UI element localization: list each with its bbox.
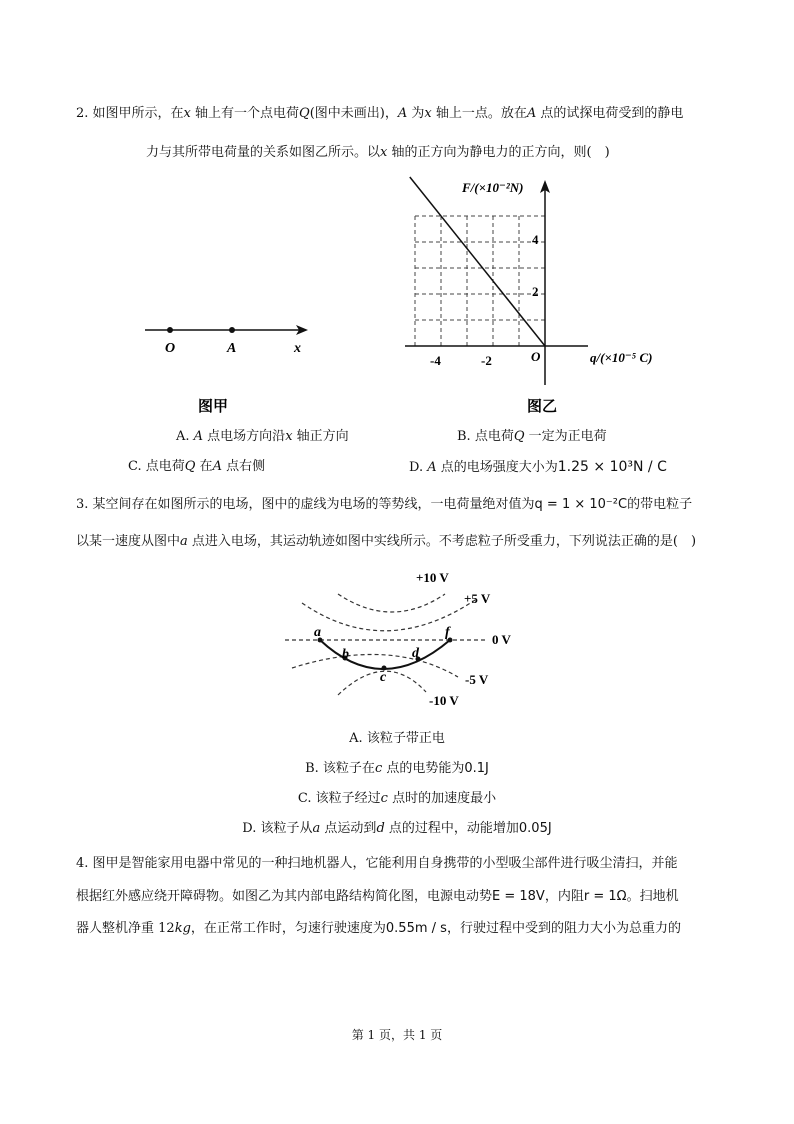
ytick-4: 4 xyxy=(532,232,539,247)
chart-ylabel: F/(×10⁻²N) xyxy=(462,180,524,195)
equipotential-minus5 xyxy=(292,654,458,677)
q2-option-b: B. 点电荷Q 一定为正电荷 xyxy=(457,429,607,444)
caption-yi: 图乙 xyxy=(527,399,558,415)
series-line xyxy=(410,177,545,346)
q3-option-b: B. 该粒子在c 点的电势能为0.1J xyxy=(305,761,489,776)
ytick-2: 2 xyxy=(532,284,539,299)
label-O: O xyxy=(165,341,176,356)
label-v-0: 0 V xyxy=(492,632,511,647)
equipotential-plus10 xyxy=(338,594,445,612)
label-pt-c: c xyxy=(380,670,387,685)
label-A: A xyxy=(227,341,237,356)
xtick-m4: -4 xyxy=(430,353,441,368)
q2-option-c: C. 点电荷Q 在A 点右侧 xyxy=(128,459,266,474)
chart-xlabel: q/(×10⁻⁵ C) xyxy=(590,350,653,365)
label-pt-b: b xyxy=(342,647,349,662)
q3-stem-line1: 3. 某空间存在如图所示的电场，图中的虚线为电场的等势线，一电荷量绝对值为q = 1 × 10⁻²C的带电粒子 xyxy=(76,497,693,512)
figure-yi-chart xyxy=(400,175,690,420)
q2-stem-line2: 力与其所带电荷量的关系如图乙所示。以x 轴的正方向为静电力的正方向，则( ) xyxy=(146,145,610,160)
q2-option-a: A. A 点电场方向沿x 轴正方向 xyxy=(176,429,349,444)
q4-stem-line3: 器人整机净重 12kg，在正常工作时，匀速行驶速度为0.55m / s，行驶过程中受到的阻力大小为总重力的 xyxy=(76,921,681,936)
chart-origin: O xyxy=(531,349,541,364)
figure-jia xyxy=(140,315,320,415)
chart-grid xyxy=(415,216,545,346)
label-x: x xyxy=(294,341,301,356)
point-O xyxy=(167,327,173,333)
q2-option-d: D. A 点的电场强度大小为1.25 × 10³N / C xyxy=(409,459,667,475)
label-v-plus5: +5 V xyxy=(464,591,491,606)
caption-jia: 图甲 xyxy=(198,399,229,415)
page-footer: 第 1 页，共 1 页 xyxy=(351,1028,443,1042)
field-figure xyxy=(280,565,530,710)
q4-stem-line1: 4. 图甲是智能家用电器中常见的一种扫地机器人，它能利用自身携带的小型吸尘部件进行吸尘清扫，并能 xyxy=(76,856,678,871)
label-v-minus5: -5 V xyxy=(465,672,489,687)
q3-option-a: A. 该粒子带正电 xyxy=(349,731,445,746)
q3-stem-line2: 以某一速度从图中a 点进入电场，其运动轨迹如图中实线所示。不考虑粒子所受重力，下列说法正确的是( ) xyxy=(76,534,697,549)
point-A xyxy=(229,327,235,333)
label-pt-f: f xyxy=(445,625,450,640)
q3-option-d: D. 该粒子从a 点运动到d 点的过程中，动能增加0.05J xyxy=(242,821,552,836)
label-v-minus10: -10 V xyxy=(429,693,459,708)
xtick-m2: -2 xyxy=(481,353,492,368)
q3-option-c: C. 该粒子经过c 点时的加速度最小 xyxy=(297,791,497,806)
label-pt-a: a xyxy=(314,625,321,640)
label-pt-d: d xyxy=(412,646,419,661)
label-v-plus10: +10 V xyxy=(416,570,449,585)
q4-stem-line2: 根据红外感应绕开障碍物。如图乙为其内部电路结构简化图，电源电动势E = 18V，内阻r = 1Ω。扫地机 xyxy=(76,889,679,904)
q2-stem-line1: 2. 如图甲所示，在x 轴上有一个点电荷Q(图中未画出)，A 为x 轴上一点。放在A 点的试探电荷受到的静电 xyxy=(76,106,684,121)
